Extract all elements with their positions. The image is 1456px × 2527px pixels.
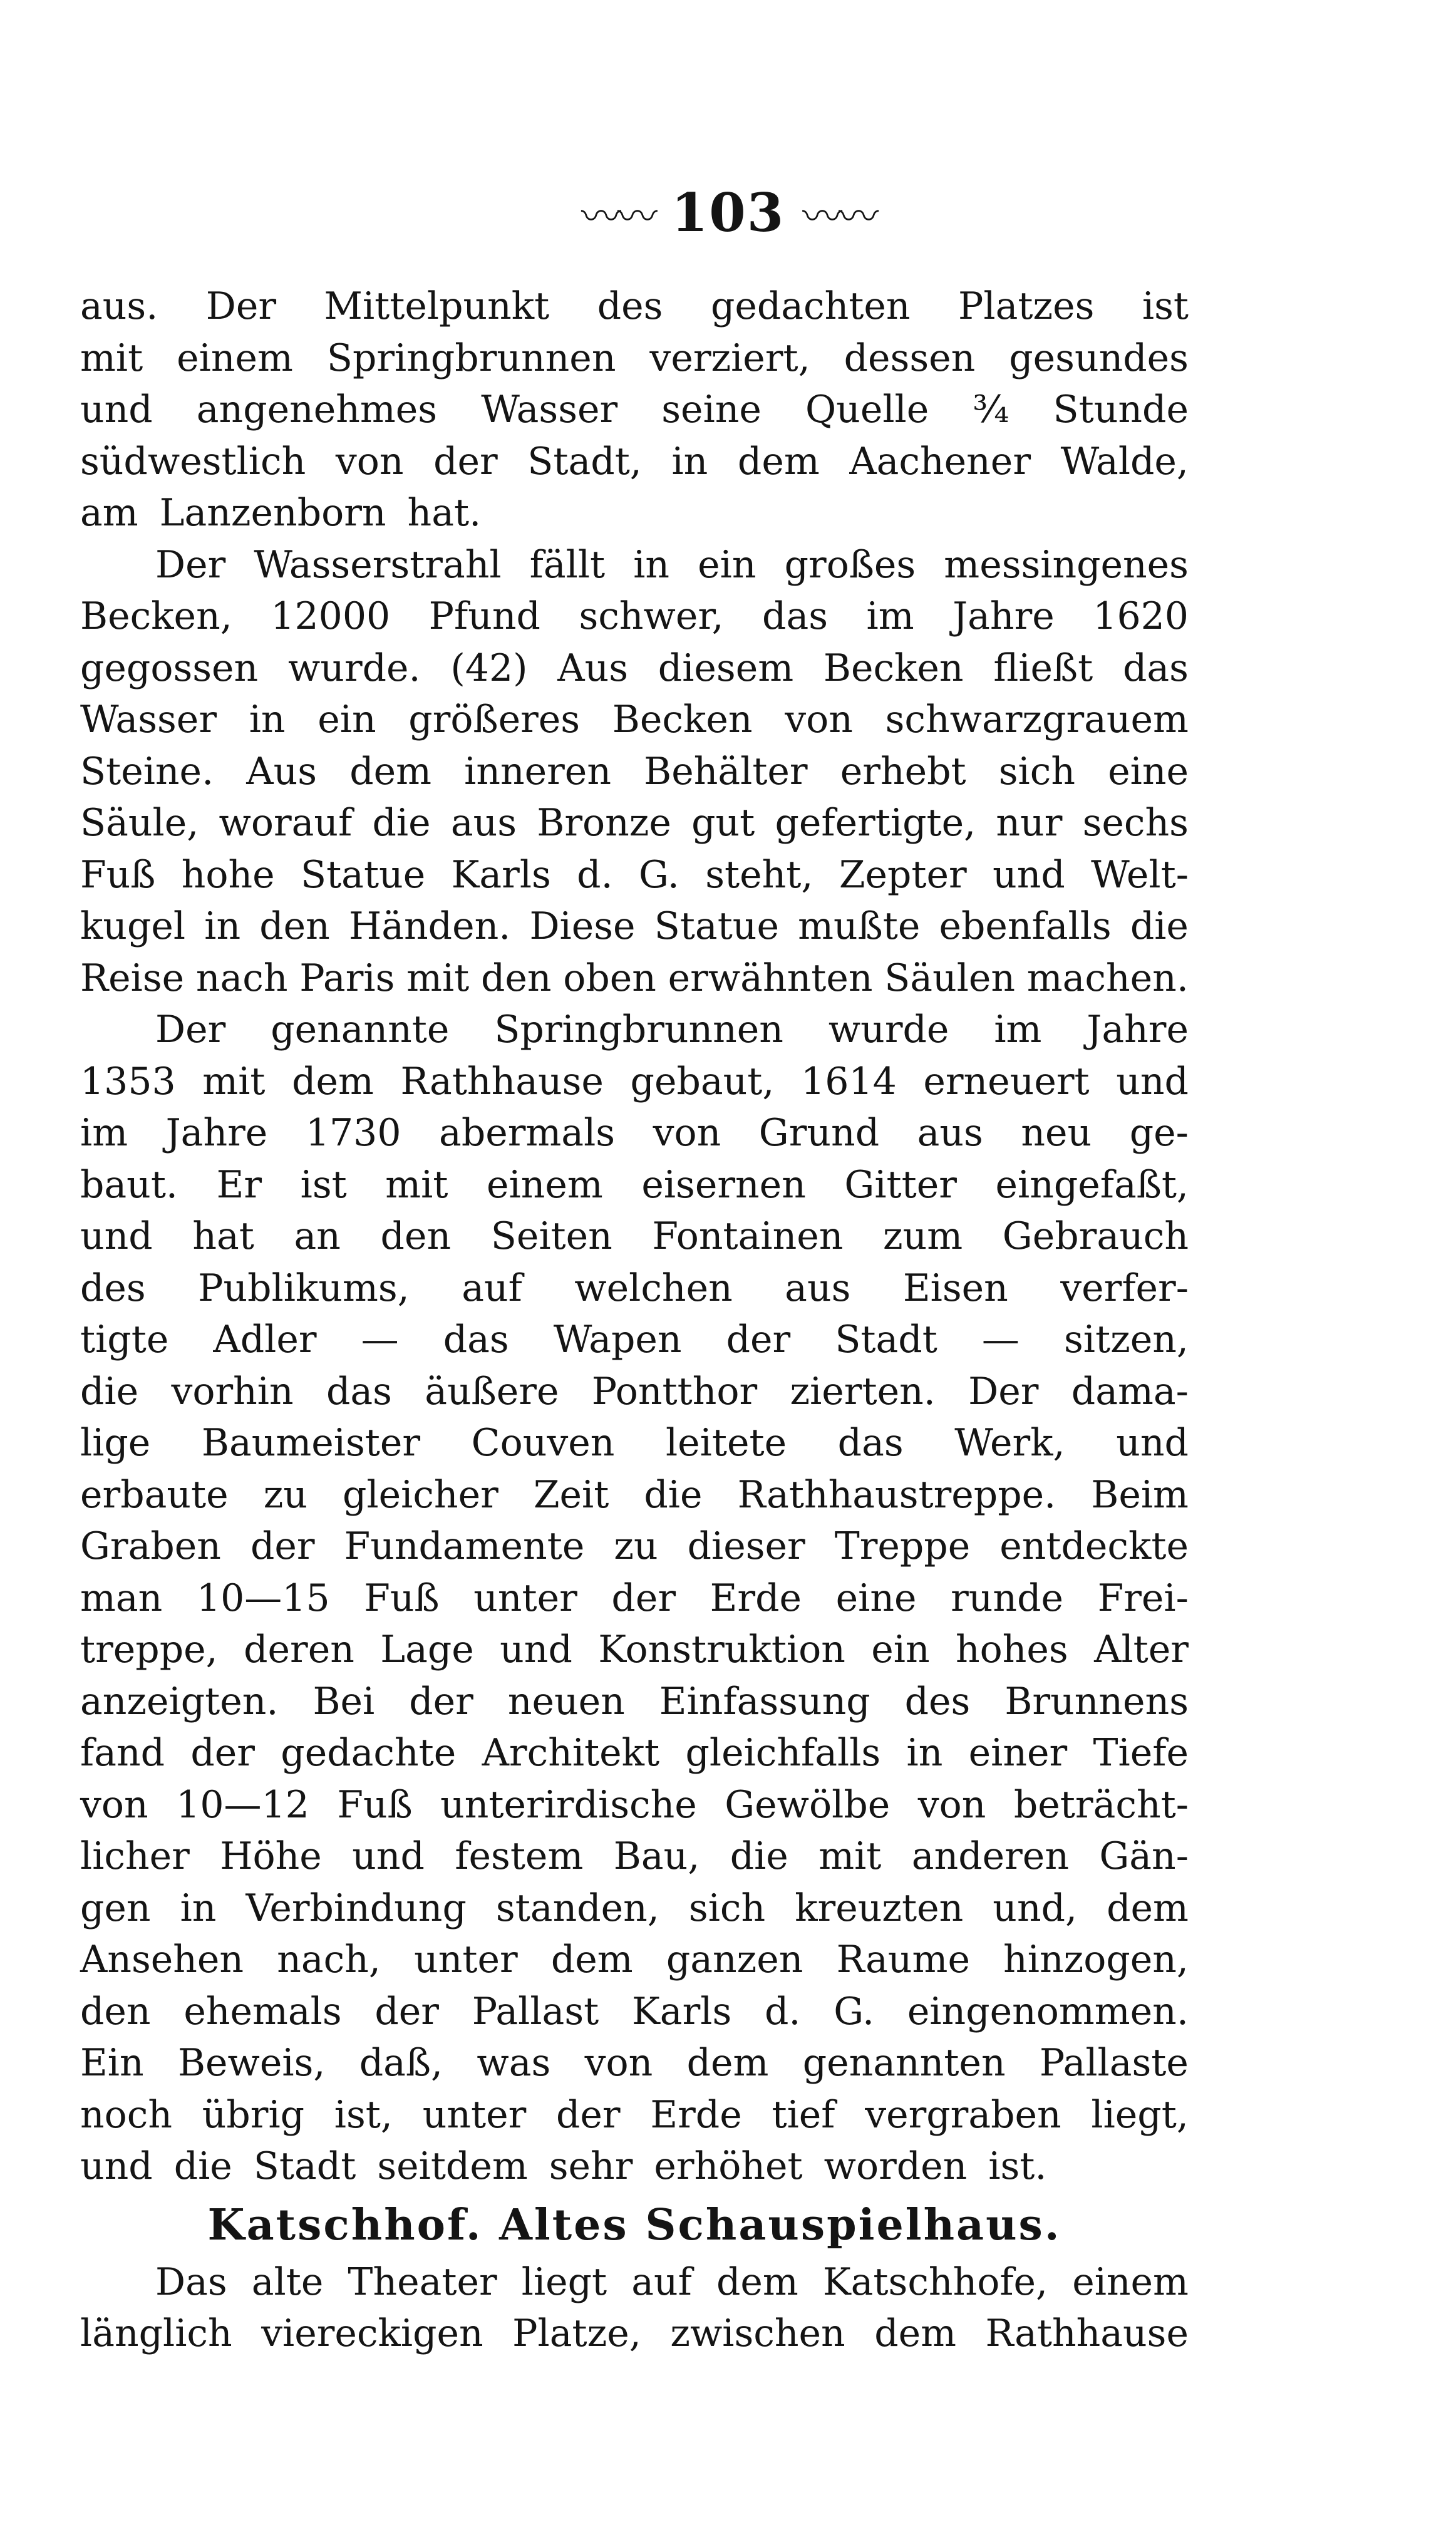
text-line: Das alte Theater liegt auf dem Katschhofe, einem bbox=[155, 2260, 1189, 2304]
text-line: anzeigten. Bei der neuen Einfassung des Brunnens bbox=[80, 1679, 1189, 1723]
text-line: Graben der Fundamente zu dieser Treppe entdeckte bbox=[80, 1524, 1189, 1568]
text-line: Reise nach Paris mit den oben erwähnten Säulen machen. bbox=[80, 956, 1189, 1000]
text-line: den ehemals der Pallast Karls d. G. eingenommen. bbox=[80, 1989, 1189, 2033]
text-line: licher Höhe und festem Bau, die mit anderen Gän- bbox=[80, 1834, 1189, 1878]
text-line: die vorhin das äußere Pontthor zierten. Der dama- bbox=[80, 1369, 1189, 1413]
ornament-left: 〰〰 bbox=[581, 194, 654, 240]
text-line: des Publikums, auf welchen aus Eisen verfer- bbox=[80, 1266, 1189, 1310]
text-line: man 10—15 Fuß unter der Erde eine runde Frei- bbox=[80, 1576, 1189, 1620]
text-line: im Jahre 1730 abermals von Grund aus neu ge- bbox=[80, 1111, 1189, 1155]
text-line: und angenehmes Wasser seine Quelle ¾ Stunde bbox=[80, 388, 1189, 432]
text-line: Steine. Aus dem inneren Behälter erhebt sich eine bbox=[80, 749, 1189, 793]
page-header bbox=[0, 178, 1456, 252]
text-line: noch übrig ist, unter der Erde tief vergraben liegt, bbox=[80, 2092, 1189, 2137]
text-line: erbaute zu gleicher Zeit die Rathhaustreppe. Beim bbox=[80, 1472, 1189, 1517]
text-line: treppe, deren Lage und Konstruktion ein hohes Alter bbox=[80, 1628, 1189, 1672]
ornament-right: 〰〰 bbox=[802, 194, 875, 240]
text-line: Der Wasserstrahl fällt in ein großes messingenes bbox=[155, 542, 1189, 587]
text-line: mit einem Springbrunnen verziert, dessen gesundes bbox=[80, 336, 1189, 380]
page-number: 103 bbox=[671, 182, 785, 244]
text-line: fand der gedachte Architekt gleichfalls in einer Tiefe bbox=[80, 1731, 1189, 1775]
text-line: Ein Beweis, daß, was von dem genannten Pallaste bbox=[80, 2041, 1189, 2085]
text-line: aus. Der Mittelpunkt des gedachten Platzes ist bbox=[80, 284, 1189, 328]
text-line: lige Baumeister Couven leitete das Werk, und bbox=[80, 1421, 1189, 1465]
text-line: und hat an den Seiten Fontainen zum Gebrauch bbox=[80, 1214, 1189, 1258]
text-line: länglich viereckigen Platze, zwischen dem Rathhause bbox=[80, 2312, 1189, 2355]
text-line: Becken, 12000 Pfund schwer, das im Jahre 1620 bbox=[80, 594, 1189, 638]
text-line: von 10—12 Fuß unterirdische Gewölbe von beträcht- bbox=[80, 1782, 1189, 1827]
text-line: Ansehen nach, unter dem ganzen Raume hinzogen, bbox=[80, 1938, 1189, 1982]
text-line: gen in Verbindung standen, sich kreuzten und, dem bbox=[80, 1886, 1189, 1930]
text-line: und die Stadt seitdem sehr erhöhet worden ist. bbox=[80, 2144, 1047, 2188]
text-line: Fuß hohe Statue Karls d. G. steht, Zepter und Welt- bbox=[80, 852, 1189, 897]
text-line: Der genannte Springbrunnen wurde im Jahre bbox=[155, 1008, 1189, 1052]
text-line: kugel in den Händen. Diese Statue mußte ebenfalls die bbox=[80, 904, 1189, 948]
text-line: Wasser in ein größeres Becken von schwarzgrauem bbox=[80, 698, 1189, 742]
text-line: 1353 mit dem Rathhause gebaut, 1614 erneuert und bbox=[80, 1059, 1189, 1103]
text-line: tigte Adler — das Wapen der Stadt — sitzen, bbox=[80, 1318, 1189, 1362]
section-heading: Katschhof. Altes Schauspielhaus. bbox=[207, 2199, 1061, 2250]
text-line: gegossen wurde. (42) Aus diesem Becken fließt das bbox=[80, 646, 1189, 690]
text-line: am Lanzenborn hat. bbox=[80, 491, 482, 535]
text-line: Säule, worauf die aus Bronze gut gefertigte, nur sechs bbox=[80, 801, 1189, 845]
text-line: südwestlich von der Stadt, in dem Aachener Walde, bbox=[80, 439, 1189, 483]
body-text bbox=[80, 281, 1189, 2360]
text-line: baut. Er ist mit einem eisernen Gitter eingefaßt, bbox=[80, 1162, 1189, 1207]
